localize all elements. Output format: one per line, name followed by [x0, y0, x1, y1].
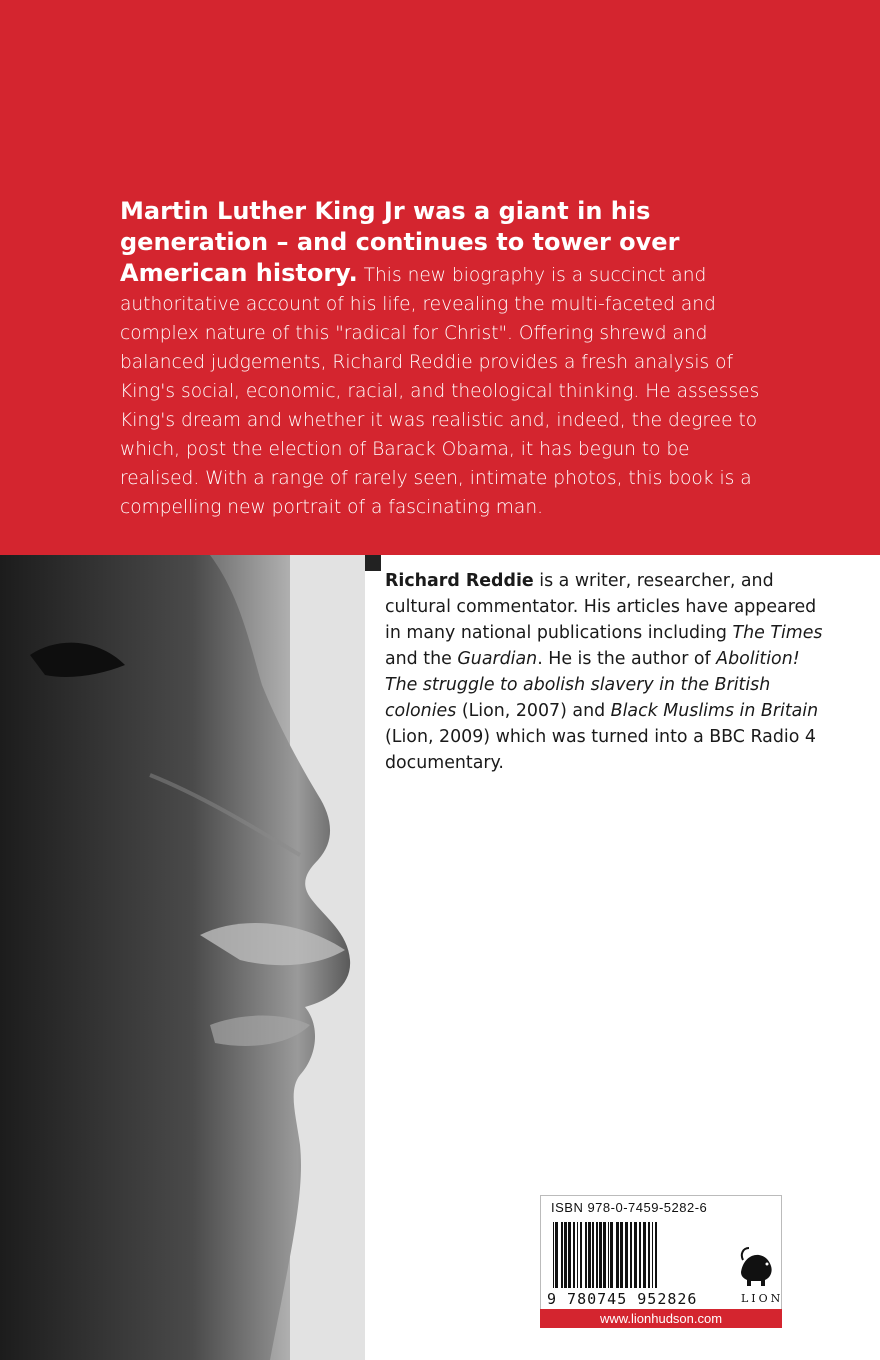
barcode-bars: [551, 1222, 733, 1290]
bio-text-3: . He is the author of: [537, 649, 717, 669]
bio-marker: [365, 555, 381, 571]
blurb-panel: [0, 0, 880, 555]
author-bio: [385, 568, 825, 776]
publisher-logo-text: LION: [741, 1292, 784, 1305]
publisher-url[interactable]: www.lionhudson.com: [540, 1309, 782, 1328]
portrait-illustration: [0, 555, 365, 1360]
bio-book-1: Abolition! The struggle to abolish slavery in the British colonies: [385, 649, 800, 721]
blurb-text: [120, 197, 760, 522]
bio-text-5: (Lion, 2009) which was turned into a BBC Radio 4 documentary.: [385, 727, 816, 773]
blurb-lead: Martin Luther King Jr was a giant in his generation – and continues to tower over American history.: [120, 197, 680, 287]
bio-text-4: (Lion, 2007) and: [456, 701, 611, 721]
lion-logo-icon: [737, 1236, 777, 1296]
bio-text-2: and the: [385, 649, 458, 669]
bio-text-1: is a writer, researcher, and cultural commentator. His articles have appeared in many national publications including: [385, 571, 817, 643]
bio-publication-1: The Times: [732, 623, 823, 643]
bio-book-2: Black Muslims in Britain: [610, 701, 819, 721]
isbn-label: ISBN 978-0-7459-5282-6: [551, 1200, 708, 1215]
author-name: Richard Reddie: [385, 571, 534, 591]
blurb-body: This new biography is a succinct and authoritative account of his life, revealing the multi-faceted and complex nature of this "radical for Christ". Offering shrewd and balanced judgements, Richard Reddie provides a fresh analysis of King's social, economic, racial, and theological thinking. He assesses King's dream and whether it was realistic and, indeed, the degree to which, post the election of Barack Obama, it has begun to be realised. With a range of rarely seen, intimate photos, this book is a compelling new portrait of a fascinating man.: [120, 265, 760, 518]
bio-publication-2: Guardian: [457, 649, 538, 669]
barcode-box: [540, 1195, 782, 1310]
portrait-photo: [0, 555, 365, 1360]
barcode-digits: 9 780745 952826: [547, 1290, 698, 1308]
